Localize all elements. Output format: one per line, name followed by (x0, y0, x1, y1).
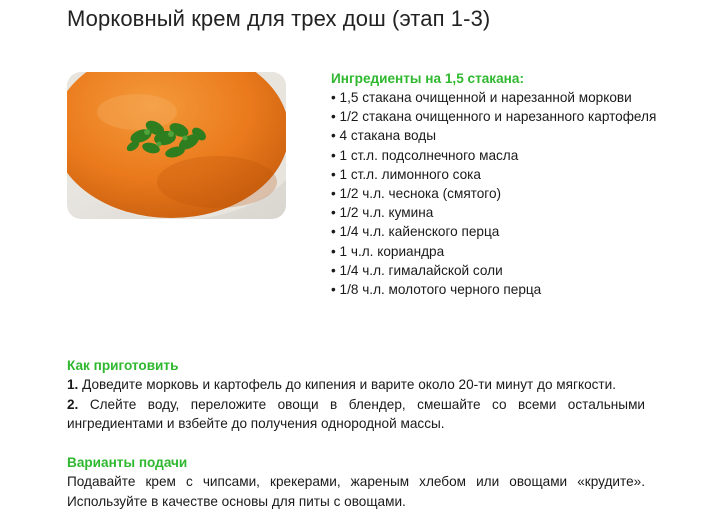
step-1 (67, 375, 645, 395)
ingredient-item: • 1/4 ч.л. гималайской соли (331, 262, 503, 278)
how-to-heading: Как приготовить (67, 358, 179, 373)
ingredient-item: • 1 ст.л. подсолнечного масла (331, 147, 519, 163)
step-text: Слейте воду, переложите овощи в блендер, смешайте со всеми остальными ингредиентами и взбейте до получения однородной массы. (67, 396, 646, 431)
ingredients-heading: Ингредиенты на 1,5 стакана: (331, 71, 524, 86)
ingredient-item: • 1/8 ч.л. молотого черного перца (331, 282, 542, 298)
ingredient-item: • 1 ст.л. лимонного сока (331, 166, 481, 182)
ingredient-item: • 1 ч.л. кориандра (331, 243, 445, 259)
step-number: 1. (67, 377, 79, 392)
soup-photo (67, 72, 286, 219)
step-text: Доведите морковь и картофель до кипения и варите около 20-ти минут до мягкости. (82, 377, 617, 392)
page-title: Морковный крем для трех дош (этап 1-3) (67, 6, 491, 31)
how-to-section (67, 356, 645, 434)
ingredient-item: • 1/2 ч.л. чеснока (смятого) (331, 186, 502, 202)
step-number: 2. (67, 396, 79, 412)
ingredients-list (331, 88, 691, 299)
ingredient-item: • 1/2 ч.л. кумина (331, 205, 434, 221)
ingredient-item: • 1,5 стакана очищенной и нарезанной моркови (331, 90, 632, 105)
ingredient-item: • 1/4 ч.л. кайенского перца (331, 224, 500, 240)
step-2 (67, 395, 645, 434)
ingredient-item: • 1/2 стакана очищенного и нарезанного картофеля (331, 109, 657, 125)
serving-text: Подавайте крем с чипсами, крекерами, жареным хлебом или овощами «крудите». Используйте в качестве основы для питы с овощами. (67, 474, 645, 509)
ingredient-item: • 4 стакана воды (331, 128, 436, 144)
serving-section (67, 453, 645, 511)
serving-heading: Варианты подачи (67, 455, 188, 470)
ingredients-section (331, 69, 691, 299)
